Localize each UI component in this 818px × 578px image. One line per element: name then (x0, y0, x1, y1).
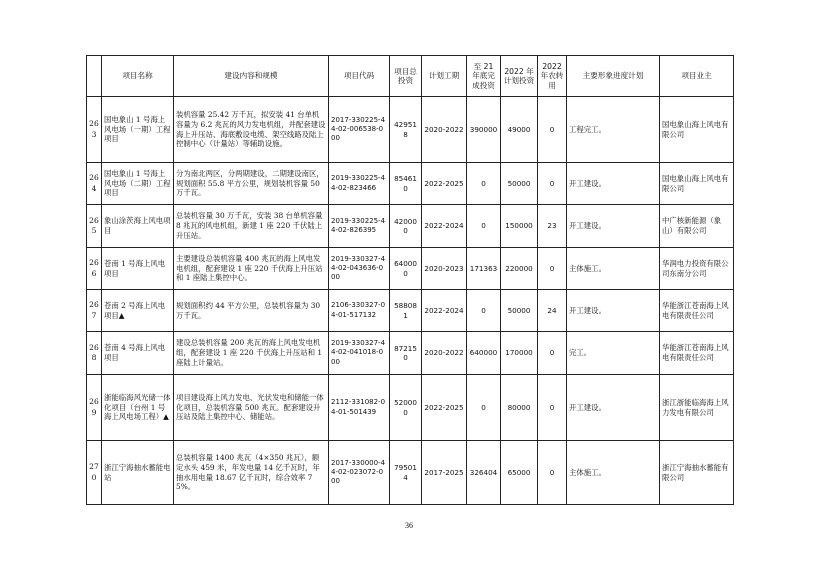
cumulative-investment: 326404 (467, 441, 501, 505)
project-name: 浙江宁海抽水蓄能电站 (102, 441, 174, 505)
header-agri-land-2022: 2022 年农转用 (538, 56, 567, 97)
project-code: 2017-330000-44-02-023072-000 (329, 441, 390, 505)
plan-investment-2022: 65000 (501, 441, 538, 505)
progress-plan: 开工建设。 (567, 290, 660, 332)
table-body (87, 97, 734, 505)
cumulative-investment: 0 (467, 290, 501, 332)
agri-land-conversion: 0 (538, 375, 567, 441)
header-content: 建设内容和规模 (174, 56, 329, 97)
project-name: 苍南 2 号海上风电项目▲ (102, 290, 174, 332)
plan-investment-2022: 49000 (501, 97, 538, 163)
project-code: 2019-330225-44-02-823466 (329, 163, 390, 205)
table-row (87, 375, 734, 441)
project-owner: 华能浙江苍南海上风电有限责任公司 (660, 290, 734, 332)
project-content: 主要建设总装机容量 400 兆瓦的海上风电发电机组，配套建设 1 座 220 千伏海上升压站和 1 座陆上集控中心。 (174, 248, 329, 290)
planned-period: 2022-2025 (422, 375, 467, 441)
progress-plan: 工程完工。 (567, 97, 660, 163)
planned-period: 2020-2022 (422, 97, 467, 163)
plan-investment-2022: 150000 (501, 205, 538, 248)
planned-period: 2022-2025 (422, 163, 467, 205)
total-investment: 420000 (390, 205, 422, 248)
planned-period: 2020-2023 (422, 248, 467, 290)
header-code: 项目代码 (329, 56, 390, 97)
row-index: 267 (87, 290, 102, 332)
table-row (87, 332, 734, 375)
project-code: 2017-330225-44-02-006538-000 (329, 97, 390, 163)
project-owner: 浙江宁海抽水蓄能有限公司 (660, 441, 734, 505)
project-code: 2106-330327-04-01-517132 (329, 290, 390, 332)
header-index (87, 56, 102, 97)
progress-plan: 开工建设。 (567, 375, 660, 441)
project-content: 总装机容量 1400 兆瓦（4×350 兆瓦），额定水头 459 米，年发电量 14 亿千瓦时，年抽水用电量 18.67 亿千瓦时，综合效率 75%。 (174, 441, 329, 505)
project-content: 分为南北两区，分两期建设，二期建设南区，规划面积 55.8 平方公里，规划装机容量 50 万千瓦。 (174, 163, 329, 205)
progress-plan: 主体施工。 (567, 248, 660, 290)
row-index: 266 (87, 248, 102, 290)
project-code: 2019-330327-44-02-041018-000 (329, 332, 390, 375)
planned-period: 2022-2024 (422, 290, 467, 332)
total-investment: 520000 (390, 375, 422, 441)
cumulative-investment: 0 (467, 163, 501, 205)
row-index: 270 (87, 441, 102, 505)
agri-land-conversion: 0 (538, 332, 567, 375)
cumulative-investment: 171363 (467, 248, 501, 290)
project-name: 浙能临海风光储一体化项目（台州 1 号海上风电场工程）▲ (102, 375, 174, 441)
total-investment: 795014 (390, 441, 422, 505)
cumulative-investment: 390000 (467, 97, 501, 163)
cumulative-investment: 640000 (467, 332, 501, 375)
project-name: 象山涂茨海上风电项目 (102, 205, 174, 248)
plan-investment-2022: 50000 (501, 290, 538, 332)
planned-period: 2020-2022 (422, 332, 467, 375)
project-owner: 国电象山海上风电有限公司 (660, 163, 734, 205)
project-content: 装机容量 25.42 万千瓦，拟安装 41 台单机容量为 6.2 兆瓦的风力发电机组，并配套建设海上升压站、海底敷设电缆、架空线路及陆上控制中心（计量站）等辅助设施。 (174, 97, 329, 163)
project-owner: 华能浙江苍南海上风电有限责任公司 (660, 332, 734, 375)
total-investment: 854610 (390, 163, 422, 205)
total-investment: 429518 (390, 97, 422, 163)
project-content: 总装机容量 30 万千瓦，安装 38 台单机容量 8 兆瓦的风电机组，新建 1 座 220 千伏陆上升压站。 (174, 205, 329, 248)
agri-land-conversion: 0 (538, 441, 567, 505)
header-owner: 项目业主 (660, 56, 734, 97)
table-row (87, 248, 734, 290)
plan-investment-2022: 50000 (501, 163, 538, 205)
total-investment: 588081 (390, 290, 422, 332)
project-code: 2112-331082-04-01-501439 (329, 375, 390, 441)
row-index: 263 (87, 97, 102, 163)
row-index: 264 (87, 163, 102, 205)
agri-land-conversion: 0 (538, 163, 567, 205)
table-header (87, 56, 734, 97)
project-code: 2019-330327-44-02-043636-000 (329, 248, 390, 290)
planned-period: 2022-2024 (422, 205, 467, 248)
agri-land-conversion: 23 (538, 205, 567, 248)
row-index: 268 (87, 332, 102, 375)
project-owner: 浙江浙能临海海上风力发电有限公司 (660, 375, 734, 441)
project-table (86, 55, 734, 505)
total-investment: 872150 (390, 332, 422, 375)
project-name: 国电象山 1 号海上风电场（一期）工程项目 (102, 97, 174, 163)
agri-land-conversion: 24 (538, 290, 567, 332)
plan-investment-2022: 80000 (501, 375, 538, 441)
plan-investment-2022: 220000 (501, 248, 538, 290)
header-progress: 主要形象进度计划 (567, 56, 660, 97)
header-total-investment: 项目总投资 (390, 56, 422, 97)
header-cumulative-2021: 至 21 年底完成投资 (467, 56, 501, 97)
project-content: 规划面积约 44 平方公里，总装机容量为 30 万千瓦。 (174, 290, 329, 332)
planned-period: 2017-2025 (422, 441, 467, 505)
table-row (87, 97, 734, 163)
project-content: 建设总装机容量 200 兆瓦的海上风电发电机组，配套建设 1 座 220 千伏海上升压站和 1 座陆上计量站。 (174, 332, 329, 375)
project-content: 项目建设海上风力发电、光伏发电和储能一体化项目，总装机容量 500 兆瓦。配套建设升压站及陆上集控中心、储能站。 (174, 375, 329, 441)
cumulative-investment: 0 (467, 205, 501, 248)
agri-land-conversion: 0 (538, 97, 567, 163)
table-row (87, 163, 734, 205)
row-index: 265 (87, 205, 102, 248)
header-name: 项目名称 (102, 56, 174, 97)
project-code: 2019-330225-44-02-826395 (329, 205, 390, 248)
plan-investment-2022: 170000 (501, 332, 538, 375)
project-name: 苍南 1 号海上风电项目 (102, 248, 174, 290)
table-row (87, 205, 734, 248)
progress-plan: 完工。 (567, 332, 660, 375)
row-index: 269 (87, 375, 102, 441)
project-name: 国电象山 1 号海上风电场（二期）工程项目 (102, 163, 174, 205)
project-owner: 中广核新能源（象山）有限公司 (660, 205, 734, 248)
project-name: 苍南 4 号海上风电项目 (102, 332, 174, 375)
progress-plan: 开工建设。 (567, 205, 660, 248)
table-row (87, 290, 734, 332)
cumulative-investment: 0 (467, 375, 501, 441)
header-period: 计划工期 (422, 56, 467, 97)
agri-land-conversion: 0 (538, 248, 567, 290)
page-number: 36 (405, 521, 413, 530)
progress-plan: 主体施工。 (567, 441, 660, 505)
progress-plan: 开工建设。 (567, 163, 660, 205)
project-owner: 国电象山海上风电有限公司 (660, 97, 734, 163)
header-plan-2022: 2022 年计划投资 (501, 56, 538, 97)
total-investment: 640000 (390, 248, 422, 290)
project-owner: 华润电力投资有限公司东南分公司 (660, 248, 734, 290)
table-row (87, 441, 734, 505)
